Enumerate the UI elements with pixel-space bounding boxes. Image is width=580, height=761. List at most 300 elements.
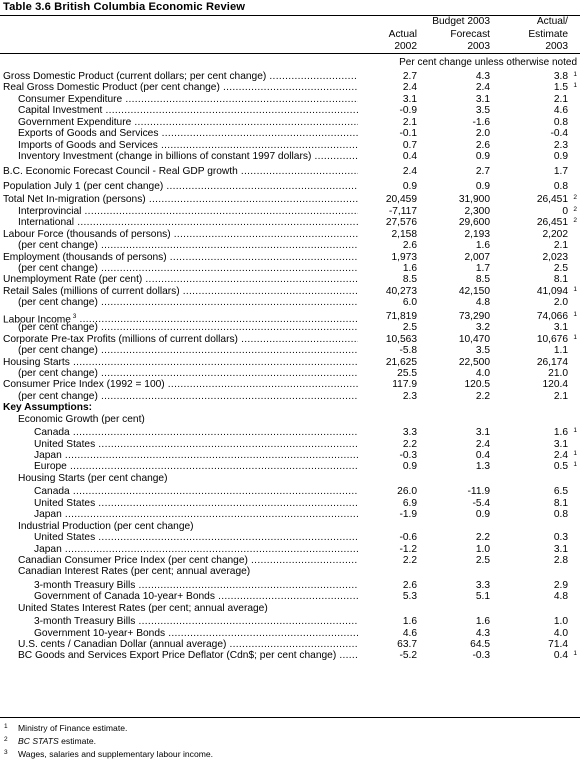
row-label xyxy=(18,94,358,105)
value-forecast-2003: -5.4 xyxy=(472,497,490,509)
value-estimate-2003: 0.4 xyxy=(553,650,568,662)
value-actual-2002: 2.7 xyxy=(402,71,417,82)
value-estimate-2003: 2,023 xyxy=(542,251,568,263)
row-label-text: Housing Starts xyxy=(3,356,70,368)
row-label-text: Imports of Goods and Services xyxy=(18,139,158,151)
value-forecast-2003: 2,193 xyxy=(464,228,490,240)
value-estimate-2003: 2.8 xyxy=(553,554,568,566)
value-estimate-2003: 2.4 xyxy=(553,450,568,461)
row-label xyxy=(3,181,358,192)
value-estimate-2003: 1.5 xyxy=(553,82,568,94)
column-header-actual xyxy=(347,16,417,54)
row-label-text: (per cent change) xyxy=(18,345,98,357)
row-label-text: Unemployment Rate (per cent) xyxy=(3,274,143,286)
row-label-text: (per cent change) xyxy=(18,297,98,309)
value-actual-2002: 8.5 xyxy=(402,274,417,286)
value-estimate-2003: 3.1 xyxy=(553,322,568,334)
row-label-text: Government 10-year+ Bonds xyxy=(34,627,166,639)
value-forecast-2003: 0.9 xyxy=(475,151,490,163)
row-label xyxy=(18,650,358,661)
value-forecast-2003: 22,500 xyxy=(458,356,490,368)
table-row xyxy=(0,82,580,93)
row-label xyxy=(18,521,358,532)
table-row xyxy=(0,117,580,128)
value-estimate-2003: 41,094 xyxy=(536,285,568,297)
value-actual-2002: 2.4 xyxy=(402,82,417,94)
header-line: Actual/ xyxy=(536,16,568,27)
header-line: Actual xyxy=(388,28,417,40)
row-label-text: 3-month Treasury Bills xyxy=(34,616,136,628)
footnote-marker: 1 xyxy=(573,310,577,318)
value-forecast-2003: 42,150 xyxy=(458,285,490,297)
row-label-text: Housing Starts (per cent change) xyxy=(18,472,168,484)
row-label-text: Total Net In-migration (persons) xyxy=(3,194,146,206)
row-label-text: (per cent change) xyxy=(18,240,98,252)
value-estimate-2003: -0.4 xyxy=(550,128,568,140)
row-label xyxy=(18,391,358,402)
table-row xyxy=(0,274,580,285)
footnote-marker: 1 xyxy=(573,650,577,658)
value-actual-2002: 1.6 xyxy=(402,263,417,274)
value-forecast-2003: 1.7 xyxy=(475,263,490,274)
value-actual-2002: 0.4 xyxy=(402,151,417,163)
row-label-text: (per cent change) xyxy=(18,367,98,379)
value-forecast-2003: 3.5 xyxy=(475,345,490,357)
value-estimate-2003: 0.8 xyxy=(553,509,568,521)
row-label xyxy=(3,252,358,263)
value-estimate-2003: 21.0 xyxy=(548,367,568,379)
row-label xyxy=(18,151,358,162)
value-actual-2002: 0.9 xyxy=(402,461,417,473)
row-label xyxy=(18,566,358,577)
value-estimate-2003: 8.1 xyxy=(553,497,568,509)
value-forecast-2003: 1.0 xyxy=(475,543,490,555)
value-estimate-2003: 120.4 xyxy=(542,379,568,391)
row-label xyxy=(34,439,358,450)
value-actual-2002: 3.1 xyxy=(402,93,417,105)
table-row xyxy=(0,461,580,472)
value-forecast-2003: 2,300 xyxy=(464,205,490,217)
row-label-text: Exports of Goods and Services xyxy=(18,128,159,140)
row-label-text: United States xyxy=(34,497,96,509)
row-label-text: United States xyxy=(34,438,96,450)
header-line: Forecast xyxy=(450,28,490,40)
table-row xyxy=(0,439,580,450)
value-actual-2002: 2.3 xyxy=(402,390,417,402)
footnote xyxy=(0,735,580,748)
value-forecast-2003: 2.2 xyxy=(475,532,490,544)
table-row xyxy=(0,591,580,602)
row-label xyxy=(3,194,358,205)
footnote xyxy=(0,722,580,735)
value-estimate-2003: 0.5 xyxy=(553,461,568,473)
row-label-text: Capital Investment xyxy=(18,105,103,117)
value-actual-2002: 5.3 xyxy=(402,591,417,603)
row-label xyxy=(34,532,358,543)
footnote-marker: 2 xyxy=(573,194,577,202)
row-label xyxy=(3,82,358,93)
footnote-marker: 1 xyxy=(573,333,577,341)
row-label xyxy=(18,473,358,484)
table-row xyxy=(0,322,580,333)
footnote-number: 2 xyxy=(4,736,8,743)
value-forecast-2003: -11.9 xyxy=(467,486,490,498)
row-label xyxy=(34,509,358,520)
row-label-text: Consumer Price Index (1992 = 100) xyxy=(3,379,165,391)
value-forecast-2003: 3.1 xyxy=(475,93,490,105)
value-forecast-2003: 31,900 xyxy=(458,194,490,206)
header-line: Estimate xyxy=(528,28,568,40)
row-label xyxy=(18,217,358,228)
value-actual-2002: 27,576 xyxy=(385,217,417,229)
row-label xyxy=(3,229,358,240)
row-label-text: Canada xyxy=(34,486,70,498)
footnote-marker: 2 xyxy=(573,205,577,213)
value-estimate-2003: 1.0 xyxy=(553,616,568,628)
header-line: 2002 xyxy=(394,41,417,52)
row-label xyxy=(18,639,358,650)
value-estimate-2003: 0.8 xyxy=(553,116,568,128)
row-label xyxy=(18,140,358,151)
table-row xyxy=(0,555,580,566)
value-actual-2002: -0.6 xyxy=(399,532,417,544)
row-label-text: Government Expenditure xyxy=(18,116,132,128)
table-row xyxy=(0,521,580,532)
table-row xyxy=(0,544,580,555)
value-forecast-2003: 2.4 xyxy=(475,82,490,94)
footnote xyxy=(0,748,580,761)
row-label xyxy=(34,486,358,497)
table-row xyxy=(0,473,580,484)
value-actual-2002: 2.5 xyxy=(402,322,417,334)
row-label-text: Industrial Production (per cent change) xyxy=(18,520,194,532)
row-label-text: Canadian Interest Rates (per cent; annual average) xyxy=(18,566,251,578)
table-row xyxy=(0,509,580,520)
row-label-text: (per cent change) xyxy=(18,390,98,402)
value-forecast-2003: 2.0 xyxy=(475,128,490,140)
value-estimate-2003: 3.1 xyxy=(553,438,568,450)
value-actual-2002: 2,158 xyxy=(391,228,417,240)
value-estimate-2003: 2.0 xyxy=(553,297,568,309)
value-actual-2002: -1.2 xyxy=(399,543,417,555)
value-estimate-2003: 4.6 xyxy=(553,105,568,117)
value-actual-2002: 1.6 xyxy=(402,616,417,628)
row-label xyxy=(3,402,358,413)
row-label-text: U.S. cents / Canadian Dollar (annual average) xyxy=(18,639,227,650)
row-label-text: Population July 1 (per cent change) xyxy=(3,180,164,192)
row-label-text: Japan xyxy=(34,509,62,521)
footnote-marker: 1 xyxy=(573,427,577,435)
value-actual-2002: 6.0 xyxy=(402,297,417,309)
row-label-text: Consumer Expenditure xyxy=(18,93,123,105)
table-row xyxy=(0,71,580,82)
value-forecast-2003: 5.1 xyxy=(475,591,490,603)
row-label-text: Corporate Pre-tax Profits (millions of current dollars) xyxy=(3,333,238,345)
row-label xyxy=(3,274,358,285)
table-row xyxy=(0,310,580,326)
value-actual-2002: 0.7 xyxy=(402,139,417,151)
footnote-marker: 1 xyxy=(573,461,577,469)
value-estimate-2003: 26,451 xyxy=(536,217,568,229)
table-row xyxy=(0,379,580,390)
table-row xyxy=(0,181,580,192)
footnote-number: 1 xyxy=(4,723,8,730)
value-estimate-2003: 2.9 xyxy=(553,579,568,591)
row-label xyxy=(18,105,358,116)
header-line: 2003 xyxy=(545,41,568,52)
value-actual-2002: 3.3 xyxy=(402,427,417,439)
table-row xyxy=(0,206,580,217)
table-row xyxy=(0,450,580,461)
table-row xyxy=(0,628,580,639)
row-label xyxy=(34,427,358,438)
value-estimate-2003: 1.6 xyxy=(553,427,568,439)
footnote-marker: 2 xyxy=(573,217,577,225)
value-estimate-2003: 6.5 xyxy=(553,486,568,498)
header-line: 2003 xyxy=(467,41,490,52)
footnote-number: 3 xyxy=(4,749,8,756)
value-actual-2002: 40,273 xyxy=(385,285,417,297)
table-row xyxy=(0,391,580,402)
value-estimate-2003: 2,202 xyxy=(542,228,568,240)
footnotes xyxy=(0,722,580,761)
value-actual-2002: 117.9 xyxy=(392,379,417,391)
value-estimate-2003: 0.8 xyxy=(553,180,568,192)
value-forecast-2003: 4.0 xyxy=(475,367,490,379)
row-label-text: Real Gross Domestic Product (per cent change) xyxy=(3,82,220,94)
value-estimate-2003: 2.3 xyxy=(553,139,568,151)
value-forecast-2003: 64.5 xyxy=(470,639,490,650)
row-label xyxy=(34,461,358,472)
row-label-text: (per cent change) xyxy=(18,263,98,274)
row-label-text: Employment (thousands of persons) xyxy=(3,251,167,263)
value-forecast-2003: 8.5 xyxy=(475,274,490,286)
value-actual-2002: 0.9 xyxy=(402,180,417,192)
row-label xyxy=(18,240,358,251)
value-estimate-2003: 0.9 xyxy=(553,151,568,163)
value-forecast-2003: 3.3 xyxy=(475,579,490,591)
table-title: Table 3.6 British Columbia Economic Review xyxy=(3,1,246,13)
row-label xyxy=(34,616,358,627)
value-forecast-2003: 4.8 xyxy=(475,297,490,309)
row-label-text: United States Interest Rates (per cent; annual average) xyxy=(18,602,268,614)
value-estimate-2003: 2.1 xyxy=(553,93,568,105)
value-estimate-2003: 26,174 xyxy=(536,356,568,368)
value-actual-2002: -0.1 xyxy=(399,128,417,140)
row-label-text: Government of Canada 10-year+ Bonds xyxy=(34,591,215,603)
row-label-text: Europe xyxy=(34,461,67,473)
value-forecast-2003: 2.4 xyxy=(475,438,490,450)
table-row xyxy=(0,414,580,425)
table-row xyxy=(0,286,580,297)
value-actual-2002: 63.7 xyxy=(397,639,417,650)
value-estimate-2003: 0.3 xyxy=(553,532,568,544)
table-row xyxy=(0,532,580,543)
row-label xyxy=(34,544,358,555)
value-forecast-2003: 2.6 xyxy=(475,139,490,151)
row-label xyxy=(18,555,358,566)
table-row xyxy=(0,368,580,379)
table-row xyxy=(0,566,580,577)
row-label-text: Interprovincial xyxy=(18,205,82,217)
row-label xyxy=(18,345,358,356)
table-row xyxy=(0,486,580,497)
value-forecast-2003: 4.3 xyxy=(475,71,490,82)
value-estimate-2003: 1.7 xyxy=(553,166,568,177)
value-actual-2002: 1,973 xyxy=(391,251,417,263)
table-row xyxy=(0,639,580,650)
value-forecast-2003: -1.6 xyxy=(472,116,490,128)
table-row xyxy=(0,498,580,509)
value-actual-2002: -0.3 xyxy=(399,450,417,461)
table-row xyxy=(0,166,580,177)
table-row xyxy=(0,128,580,139)
value-actual-2002: -0.9 xyxy=(399,105,417,117)
row-label-text: (per cent change) xyxy=(18,322,98,334)
value-forecast-2003: 73,290 xyxy=(458,310,490,322)
table-row xyxy=(0,650,580,661)
row-label-text: Gross Domestic Product (current dollars; per cent change) xyxy=(3,71,267,82)
header-rule xyxy=(0,53,580,54)
table-row xyxy=(0,140,580,151)
value-actual-2002: 2.4 xyxy=(402,166,417,177)
row-label-text: Japan xyxy=(34,450,62,461)
value-actual-2002: 71,819 xyxy=(385,310,417,322)
table-row xyxy=(0,297,580,308)
value-actual-2002: 2.2 xyxy=(402,554,417,566)
table-row xyxy=(0,263,580,274)
row-label-text: Retail Sales (millions of current dollars) xyxy=(3,285,180,297)
value-actual-2002: 2.1 xyxy=(402,116,417,128)
row-label-text: Labour Force (thousands of persons) xyxy=(3,228,171,240)
value-forecast-2003: 4.3 xyxy=(475,627,490,639)
value-forecast-2003: 10,470 xyxy=(458,333,490,345)
bottom-rule xyxy=(0,717,580,718)
value-estimate-2003: 1.1 xyxy=(553,345,568,357)
value-estimate-2003: 26,451 xyxy=(536,194,568,206)
column-header-estimate xyxy=(488,16,568,54)
value-forecast-2003: 2.5 xyxy=(475,554,490,566)
row-label xyxy=(34,580,358,591)
value-forecast-2003: 0.9 xyxy=(475,509,490,521)
value-estimate-2003: 3.1 xyxy=(553,543,568,555)
footnote-marker: 1 xyxy=(573,285,577,293)
footnote-marker: 1 xyxy=(573,450,577,457)
value-estimate-2003: 71.4 xyxy=(548,639,568,650)
table-row xyxy=(0,357,580,368)
value-estimate-2003: 8.1 xyxy=(553,274,568,286)
row-label-text: 3-month Treasury Bills xyxy=(34,579,136,591)
value-estimate-2003: 74,066 xyxy=(536,310,568,322)
value-actual-2002: -5.8 xyxy=(399,345,417,357)
value-actual-2002: -7,117 xyxy=(388,205,417,217)
table-row xyxy=(0,603,580,614)
value-forecast-2003: 120.5 xyxy=(464,379,490,391)
row-label-text: Canada xyxy=(34,427,70,439)
value-forecast-2003: 2.2 xyxy=(475,390,490,402)
row-label-text: United States xyxy=(34,532,96,544)
footnote-text: BC STATS estimate. xyxy=(18,736,97,746)
value-estimate-2003: 0 xyxy=(562,205,568,217)
header-line: Budget 2003 xyxy=(432,16,490,27)
row-label-text: Canadian Consumer Price Index (per cent change) xyxy=(18,554,248,566)
footnote-marker: 1 xyxy=(573,71,577,78)
value-estimate-2003: 2.5 xyxy=(553,263,568,274)
value-forecast-2003: 3.2 xyxy=(475,322,490,334)
value-actual-2002: -1.9 xyxy=(399,509,417,521)
value-forecast-2003: 29,600 xyxy=(458,217,490,229)
row-label xyxy=(34,498,358,509)
table-row xyxy=(0,345,580,356)
value-actual-2002: 2.6 xyxy=(402,579,417,591)
table-row xyxy=(0,427,580,438)
table-row xyxy=(0,151,580,162)
value-actual-2002: 20,459 xyxy=(385,194,417,206)
table-row xyxy=(0,94,580,105)
table-row xyxy=(0,240,580,251)
value-forecast-2003: 1.6 xyxy=(475,240,490,252)
table-row xyxy=(0,580,580,591)
value-estimate-2003: 4.8 xyxy=(553,591,568,603)
table-row xyxy=(0,616,580,627)
table-body xyxy=(0,71,580,662)
value-estimate-2003: 2.1 xyxy=(553,240,568,252)
row-label xyxy=(34,450,358,461)
value-forecast-2003: -0.3 xyxy=(472,650,490,662)
row-label xyxy=(3,166,358,177)
row-label xyxy=(3,379,358,390)
value-forecast-2003: 0.4 xyxy=(475,450,490,461)
units-note: Per cent change unless otherwise noted xyxy=(399,57,577,68)
table-row xyxy=(0,105,580,116)
value-estimate-2003: 4.0 xyxy=(553,627,568,639)
value-actual-2002: 21,625 xyxy=(385,356,417,368)
row-label-text: International xyxy=(18,217,75,229)
value-estimate-2003: 3.8 xyxy=(553,71,568,82)
table-row xyxy=(0,402,580,413)
row-label xyxy=(34,628,358,639)
value-actual-2002: 2.6 xyxy=(402,240,417,252)
footnote-marker: 1 xyxy=(573,82,577,90)
table-row xyxy=(0,334,580,345)
row-label-text: Key Assumptions: xyxy=(3,402,93,414)
row-label xyxy=(3,357,358,368)
row-label xyxy=(34,591,358,602)
value-actual-2002: 4.6 xyxy=(402,627,417,639)
value-actual-2002: 26.0 xyxy=(397,486,417,498)
footnote-marker: 3 xyxy=(70,312,77,320)
row-label xyxy=(3,71,358,82)
row-label xyxy=(3,286,358,297)
value-actual-2002: 25.5 xyxy=(397,367,417,379)
table-row xyxy=(0,252,580,263)
row-label xyxy=(18,297,358,308)
row-label-text: Inventory Investment (change in billions of constant 1997 dollars) xyxy=(18,151,312,163)
column-header-forecast xyxy=(410,16,490,54)
value-estimate-2003: 2.1 xyxy=(553,390,568,402)
table-row xyxy=(0,217,580,228)
row-label-text: B.C. Economic Forecast Council - Real GDP growth xyxy=(3,166,238,177)
row-label xyxy=(18,128,358,139)
value-actual-2002: -5.2 xyxy=(399,650,417,662)
row-label xyxy=(3,334,358,345)
footnote-text: Wages, salaries and supplementary labour income. xyxy=(18,749,214,759)
row-label-text: Economic Growth (per cent) xyxy=(18,413,145,425)
value-actual-2002: 2.2 xyxy=(402,438,417,450)
value-estimate-2003: 10,676 xyxy=(536,333,568,345)
table-row xyxy=(0,229,580,240)
value-forecast-2003: 1.3 xyxy=(475,461,490,473)
